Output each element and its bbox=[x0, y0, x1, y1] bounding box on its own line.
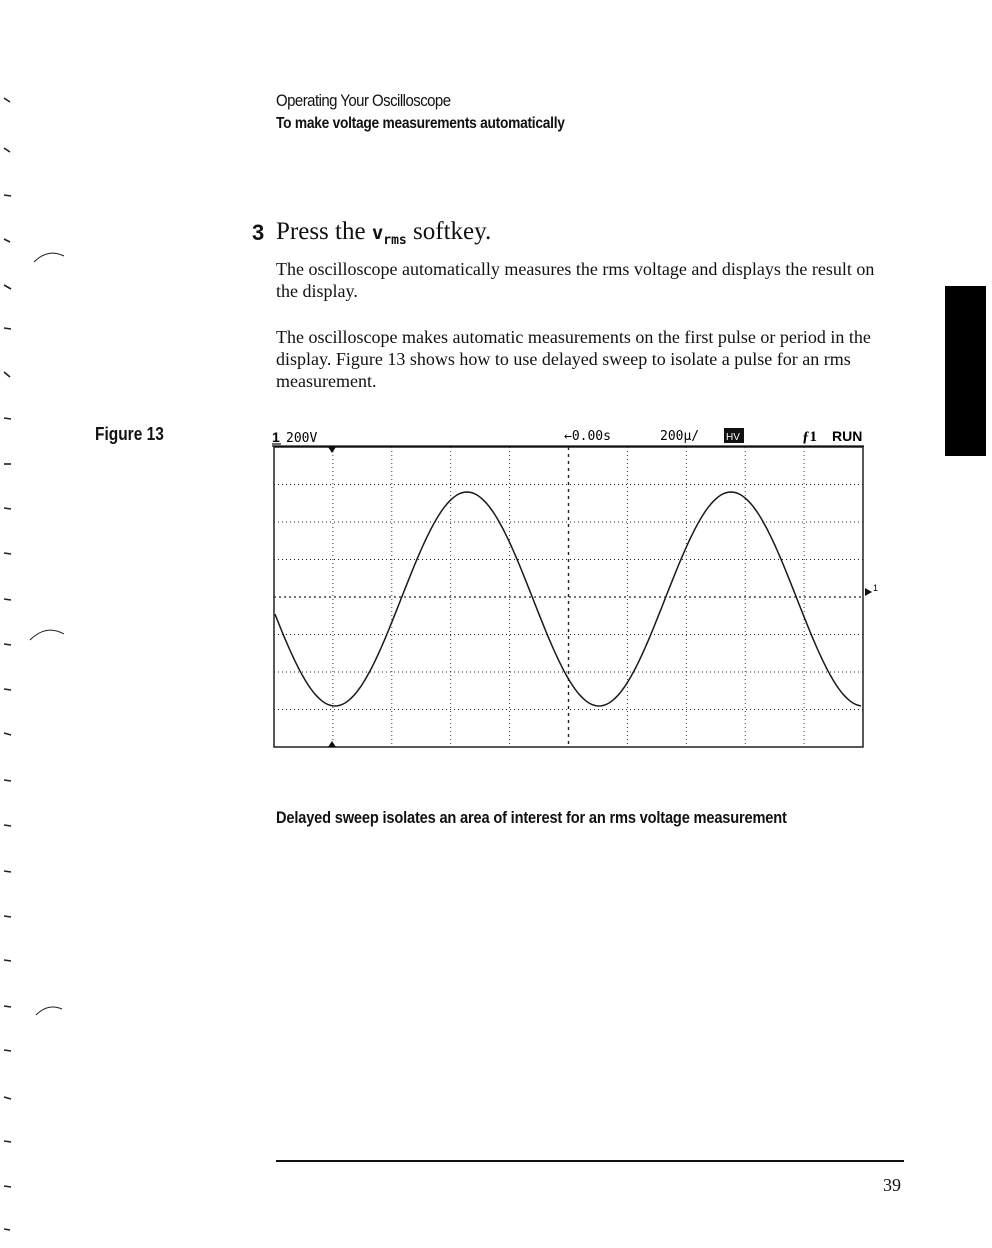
graticule-grid bbox=[274, 447, 863, 747]
running-header-title: Operating Your Oscilloscope bbox=[276, 91, 451, 110]
step-heading bbox=[276, 218, 491, 248]
bottom-position-marker bbox=[328, 741, 336, 747]
running-header-subtitle: To make voltage measurements automatically bbox=[276, 115, 565, 132]
status-time-per-div: 200µ/ bbox=[660, 429, 700, 444]
mode-badge-text: HV bbox=[726, 432, 740, 443]
softkey-label bbox=[371, 222, 407, 248]
status-channel: 1 bbox=[272, 429, 280, 445]
oscilloscope-display bbox=[266, 420, 886, 760]
status-volts-per-div: 200V bbox=[286, 431, 318, 446]
page-number: 39 bbox=[883, 1175, 901, 1195]
softkey-sub: rms bbox=[383, 232, 407, 248]
status-trigger: ƒ1 bbox=[802, 429, 817, 445]
ground-level-label: 1 bbox=[873, 583, 879, 593]
paragraph-rms-description: The oscilloscope automatically measures the rms voltage and displays the result on the display. bbox=[276, 259, 875, 301]
trigger-position-marker bbox=[328, 447, 336, 453]
margin-binding-marks bbox=[0, 0, 90, 1248]
figure-label: Figure 13 bbox=[95, 424, 164, 444]
status-time-offset: ←0.00s bbox=[564, 429, 611, 444]
ground-level-marker bbox=[865, 588, 872, 596]
figure-caption: Delayed sweep isolates an area of interest for an rms voltage measurement bbox=[276, 808, 787, 827]
step-number: 3 bbox=[252, 220, 265, 245]
paragraph-delayed-sweep: The oscilloscope makes automatic measurements on the first pulse or period in the display. Figure 13 shows how to use delayed sweep to isolate a pulse for an rms measurement. bbox=[276, 327, 871, 391]
footer-rule bbox=[276, 1160, 904, 1162]
step-text-after: softkey. bbox=[406, 218, 492, 245]
status-run-state: RUN bbox=[832, 428, 863, 444]
step-text-before: Press the bbox=[276, 218, 372, 245]
section-tab-marker bbox=[945, 286, 986, 456]
softkey-main: v bbox=[371, 222, 384, 244]
